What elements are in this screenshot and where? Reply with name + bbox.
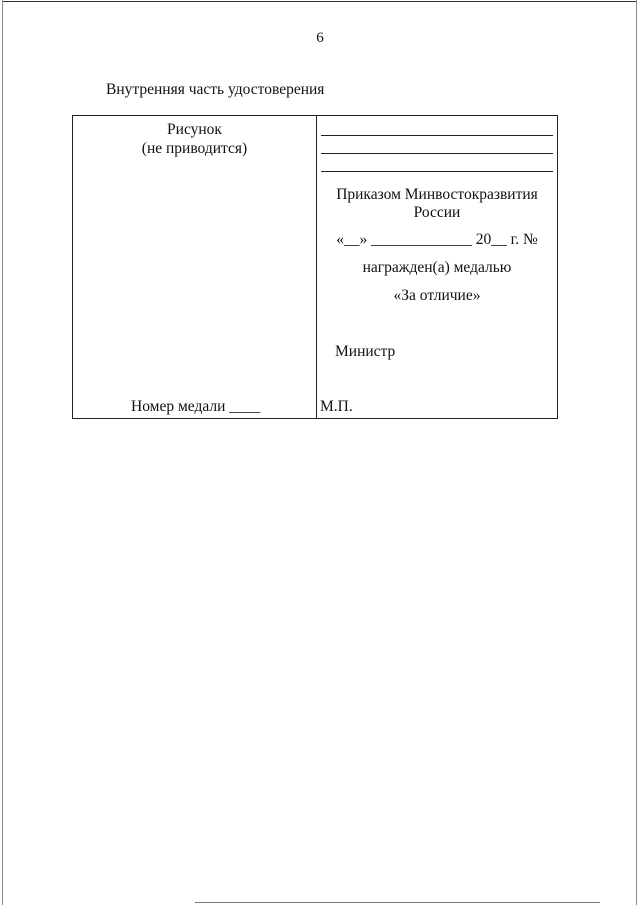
- order-issuer-line2: России: [413, 204, 461, 221]
- order-date-field: «__» _____________ 20__ г. №: [336, 231, 538, 248]
- recipient-name-line-2: [321, 153, 553, 154]
- medal-name: «За отличие»: [393, 287, 481, 304]
- scan-top-edge: [2, 1, 636, 2]
- scan-bottom-edge: [195, 902, 600, 903]
- seal-placeholder: М.П.: [320, 398, 353, 415]
- certificate-left-panel: [73, 116, 316, 418]
- recipient-name-line-3: [321, 171, 553, 172]
- image-caption-line2: (не приводится): [141, 140, 248, 157]
- recipient-name-line-1: [321, 135, 553, 136]
- scan-right-edge: [636, 0, 637, 905]
- order-issuer-line1: Приказом Минвостокразвития: [336, 186, 538, 203]
- page-number: 6: [316, 30, 324, 46]
- minister-signature-label: Министр: [335, 343, 396, 360]
- order-issuer: [321, 186, 553, 222]
- certificate-inner-spread: [72, 115, 558, 419]
- medal-number-field: Номер медали ____: [131, 398, 261, 415]
- awarded-text: награжден(а) медалью: [362, 259, 512, 276]
- scan-left-edge: [2, 0, 3, 905]
- image-caption-line1: Рисунок: [167, 121, 222, 138]
- certificate-right-panel: [317, 116, 557, 418]
- image-placeholder-caption: [73, 120, 316, 158]
- section-title: Внутренняя часть удостоверения: [106, 81, 325, 98]
